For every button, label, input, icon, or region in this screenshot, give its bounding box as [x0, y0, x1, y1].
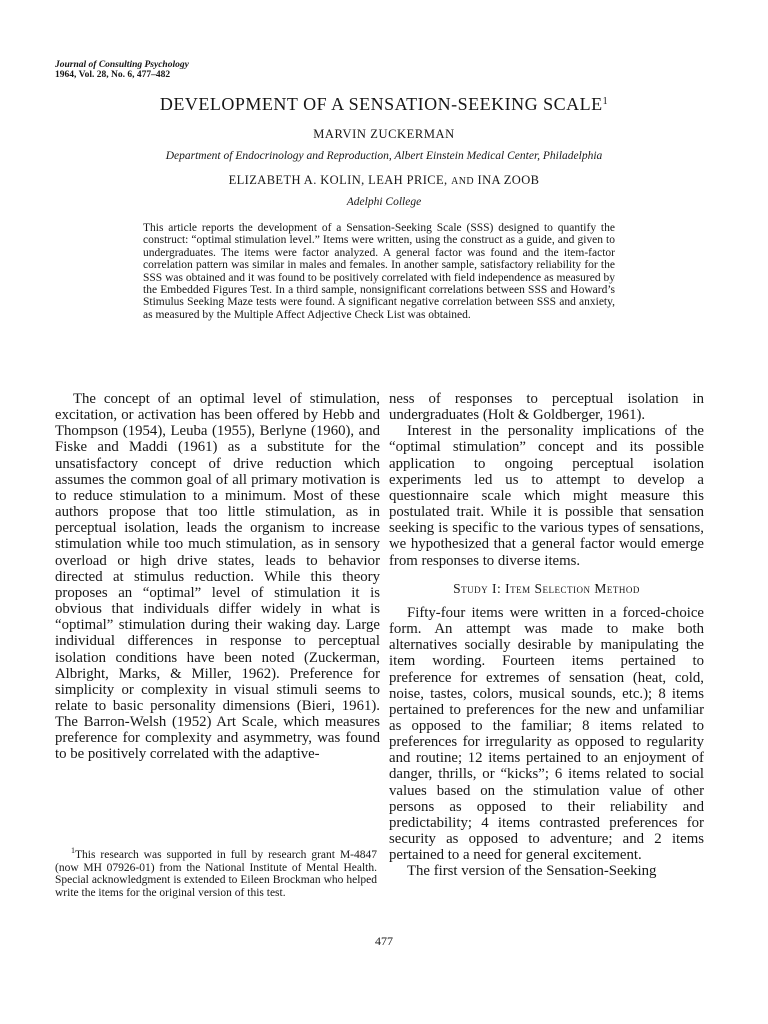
body-paragraph: Interest in the personality implications of the “optimal stimulation” concept and its possible application to ongoing perceptual isolation experiments led us to attempt to develop a questionnaire scale which might measure this postulated trait. While it is possible that sensation seeking is specific to the various types of sensations, we hypothesized that a general factor would emerge from responses to diverse items.	[389, 423, 704, 569]
body-paragraph-continued: ness of responses to perceptual isolation in undergraduates (Holt & Goldberger, 1961).	[389, 391, 704, 424]
footnote	[55, 845, 377, 900]
journal-volume: 1964, Vol. 28, No. 6, 477–482	[55, 70, 171, 80]
affiliation-secondary: Adelphi College	[346, 196, 422, 208]
page-number: 477	[375, 934, 393, 948]
abstract: This article reports the development of a Sensation-Seeking Scale (SSS) designed to quantify the construct: “optimal stimulation level.” Items were written, using the construct as a guide, and given to undergraduates. The items were factor analyzed. A general factor was found and the item-factor correlation pattern was similar in males and females. In another sample, satisfactory reliability for the SSS was obtained and it was found to be positively correlated with field independence as measured by the Embedded Figures Test. In a third sample, nonsignificant correlations between SSS and Howard’s Stimulus Seeking Maze tests were found. A significant negative correlation between SSS and anxiety, as measured by the Multiple Affect Adjective Check List was obtained.	[143, 222, 615, 321]
author-primary: MARVIN ZUCKERMAN	[313, 127, 455, 141]
co-authors-and: AND	[451, 176, 474, 187]
right-column	[389, 391, 704, 880]
article-title	[0, 94, 768, 115]
co-authors-names: ELIZABETH A. KOLIN, LEAH PRICE,	[228, 173, 448, 187]
footnote-text: This research was supported in full by research grant M-4847 (now MH 07926-01) from the National Institute of Mental Health. Special acknowledgment is extended to Eileen Brockman who helped write the items for the original version of this test.	[55, 848, 377, 900]
body-paragraph: Fifty-four items were written in a forced-choice form. An attempt was made to make both alternatives socially desirable by manipulating the item wording. Fourteen items pertained to preference for extremes of sensation (heat, cold, noise, tastes, colors, musical sounds, etc.); 8 items pertained to preferences for the new and unfamiliar as opposed to the familiar; 8 items related to preferences for irregularity as opposed to regularity and routine; 12 items pertained to an enjoyment of danger, thrills, or “kicks”; 6 items related to social values based on the stimulation value of other persons as opposed to their reliability and predictability; 4 items contrasted preferences for security as opposed to adventure; and 2 items pertained to a need for general excitement.	[389, 604, 704, 864]
title-footnote-mark: 1	[602, 96, 609, 107]
affiliation-primary: Department of Endocrinology and Reproduction, Albert Einstein Medical Center, Philadelphia	[165, 150, 603, 162]
journal-citation	[55, 60, 305, 80]
journal-name: Journal of Consulting Psychology	[55, 60, 189, 70]
left-column	[55, 391, 380, 763]
title-text: DEVELOPMENT OF A SENSATION-SEEKING SCALE	[159, 94, 603, 114]
co-authors	[0, 173, 768, 188]
section-heading: Study I: Item Selection Method	[453, 580, 640, 596]
co-authors-last: INA ZOOB	[477, 173, 540, 187]
body-paragraph: The concept of an optimal level of stimulation, excitation, or activation has been offered by Hebb and Thompson (1954), Leuba (1955), Berlyne (1960), and Fiske and Maddi (1961) as a substitute for the unsatisfactory concept of drive reduction which assumes the common goal of all primary motivation is to reduce stimulation to a minimum. Most of these authors propose that too little stimulation, as in perceptual isolation, leads the organism to increase stimulation while too much stimulation, as in sensory overload or high drive states, leads to behavior directed at stimulus reduction. While this theory proposes an “optimal” level of stimulation it is obvious that individuals differ widely in what is “optimal” stimulation during their waking day. Large individual differences in response to perceptual isolation conditions have been noted (Zuckerman, Albright, Marks, & Miller, 1962). Preference for simplicity or complexity in visual stimuli seems to relate to basic personality dimensions (Bieri, 1961). The Barron-Welsh (1952) Art Scale, which measures preference for complexity and asymmetry, was found to be positively correlated with the adaptive-	[55, 391, 380, 763]
footnote-mark: 1	[71, 846, 75, 855]
body-paragraph: The first version of the Sensation-Seeking	[407, 863, 657, 880]
